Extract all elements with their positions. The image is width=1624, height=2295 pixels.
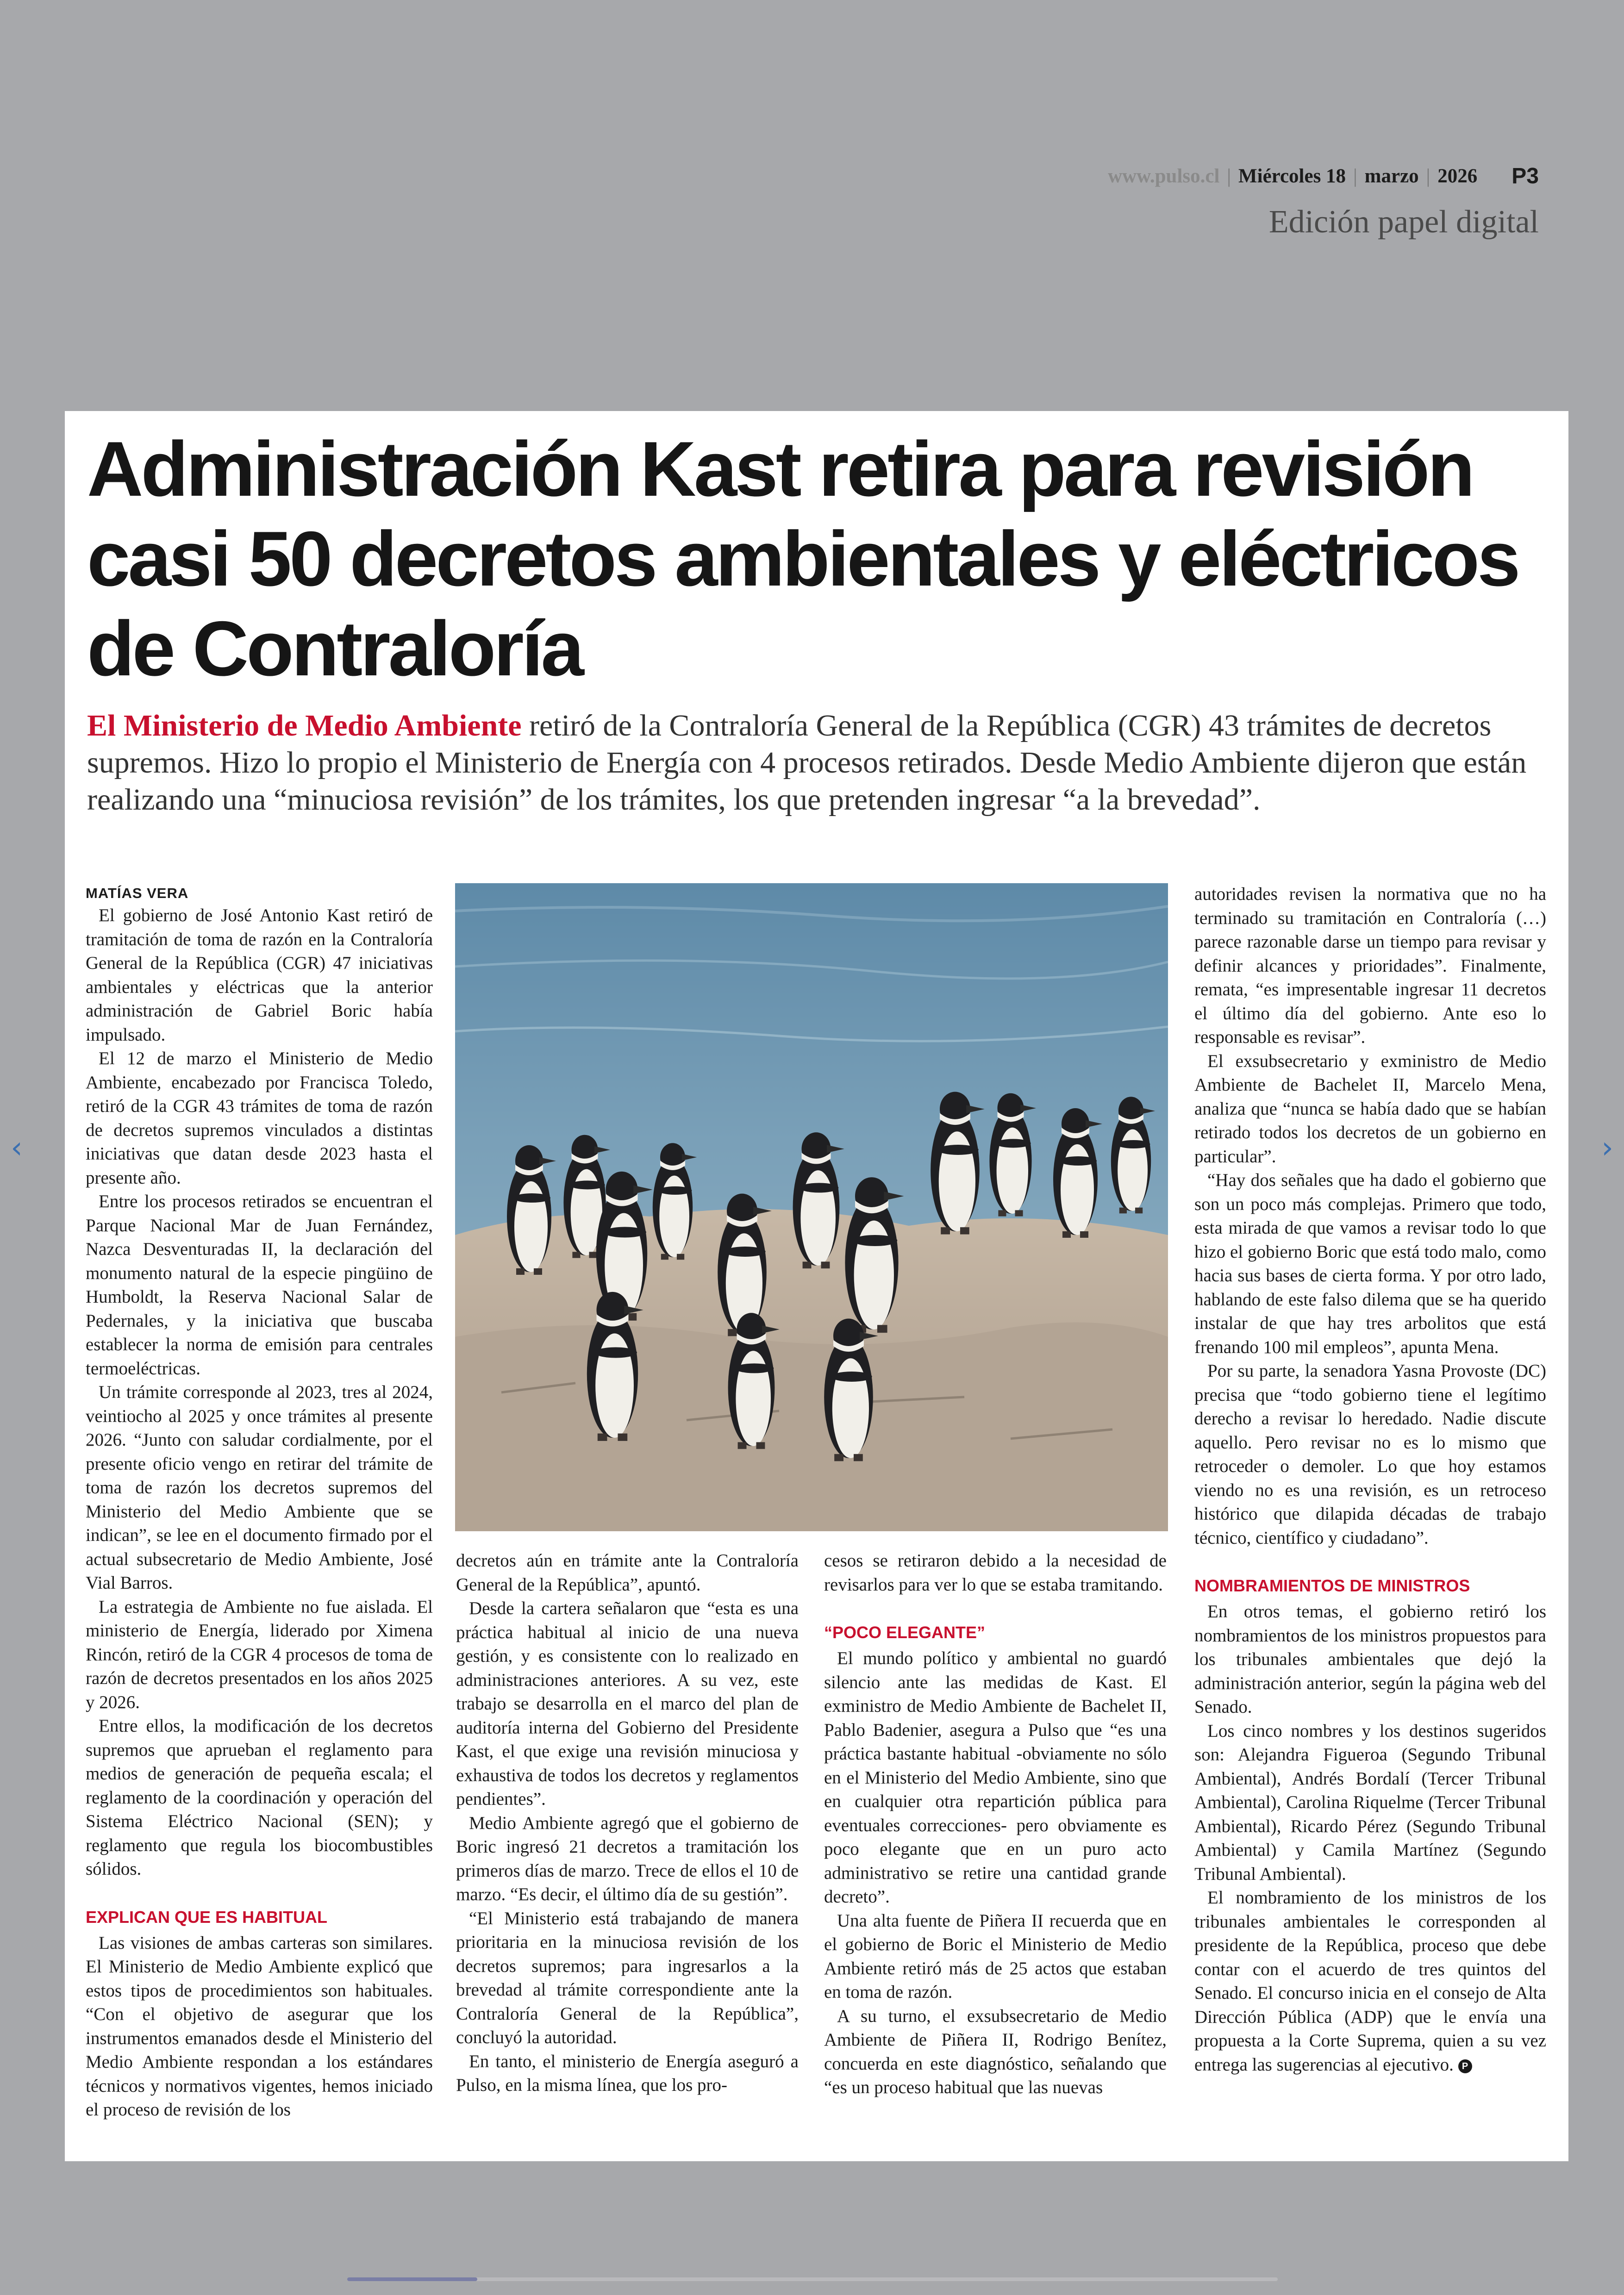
article-page — [65, 411, 1568, 2161]
paragraph: Medio Ambiente agregó que el gobierno de Boric ingresó 21 decretos a tramitación los primeros días de marzo. Trece de ellos el 10 de marzo. “Es decir, el último día de su gestión”. — [456, 1813, 799, 1904]
paragraph: El gobierno de José Antonio Kast retiró de tramitación de toma de razón en la Contraloría General de la República (CGR) 47 iniciativas ambientales y eléctricas que la anterior administración de Gabriel Boric había impulsado. — [86, 905, 433, 1045]
paragraph: A su turno, el exsubsecretario de Medio Ambiente de Piñera II, Rodrigo Benítez, concuerda en este diagnóstico, señalando que “es un proceso habitual que las nuevas — [824, 2006, 1167, 2097]
masthead-info — [1108, 157, 1539, 194]
paragraph: Un trámite corresponde al 2023, tres al 2024, veintiocho al 2025 y once trámites al presente 2026. “Junto con saludar cordialmente, por el presente oficio vengo en retirar del trámite de toma de razón los decretos supremos del Ministerio del Medio Ambiente que se indican”, se lee en el documento firmado por el actual subsecretario de Medio Ambiente, José Vial Barros. — [86, 1382, 433, 1593]
end-mark-icon: P — [1458, 2059, 1472, 2073]
page-progress-bar[interactable] — [347, 2277, 1278, 2281]
site-url[interactable]: www.pulso.cl — [1108, 165, 1220, 187]
paragraph: Entre ellos, la modificación de los decretos supremos que aprueban el reglamento para medios de generación de pequeña escala; el reglamento de la coordinación y operación del Sistema Eléctrico Nacional (SEN); y reglamento que regula los biocombustibles sólidos. — [86, 1716, 433, 1879]
paragraph: Desde la cartera señalaron que “esta es una práctica habitual al inicio de una nueva gestión, y es consistente con lo realizado en administraciones anteriores. A su vez, este trabajo se desarrolla en el marco del plan de auditoría interna del Gobierno del Presidente Kast, el que exige una revisión minuciosa y exhaustiva de todos los decretos y reglamentos pendientes”. — [456, 1598, 799, 1809]
article-headline: Administración Kast retira para revisión casi 50 decretos ambientales y eléctricos de Contraloría — [87, 425, 1518, 692]
article-standfirst — [87, 707, 1545, 818]
byline: MATÍAS VERA — [86, 885, 189, 901]
paragraph-text: El nombramiento de los ministros de los tribunales ambientales le corresponden al presidente de la República, proceso que debe contar con el acuerdo de tres quintos del Senado. El concurso inicia en el consejo de Alta Dirección Pública (ADP) que le envía una propuesta a la Corte Suprema, quien a su vez entrega las sugerencias al ejecutivo. — [1194, 1888, 1546, 2075]
paragraph: “El Ministerio está trabajando de manera prioritaria en la minuciosa revisión de los decretos supremos; para ingresarlos a la brevedad al trámite correspondiente ante la Contraloría General de la República”, concluyó la autoridad. — [456, 1908, 799, 2047]
paragraph — [1194, 1886, 1546, 2077]
penguins-illustration — [455, 883, 1168, 1531]
separator: | — [1353, 165, 1357, 187]
paragraph: Por su parte, la senadora Yasna Provoste (DC) precisa que “todo gobierno tiene el legítimo derecho a revisar lo heredado. Nadie discute aquello. Pero revisar no es lo mismo que retroceder o demoler. Lo que hoy estamos viendo no es una revisión, es un retroceso histórico que dilapida décadas de trabajo técnico, científico y ciudadano”. — [1194, 1361, 1546, 1548]
subhead-poco-elegante: “POCO ELEGANTE” — [824, 1623, 986, 1642]
paragraph: El 12 de marzo el Ministerio de Medio Ambiente, encabezado por Francisca Toledo, retiró de la CGR 43 trámites de toma de razón de decretos supremos vinculados a distintas iniciativas que datan desde 2023 hasta el presente año. — [86, 1048, 433, 1188]
standfirst-lead: El Ministerio de Medio Ambiente — [87, 709, 522, 742]
paragraph: “Hay dos señales que ha dado el gobierno que son un poco más complejas. Primero que todo, esta mirada de que vamos a revisar todo lo que hizo el gobierno Boric que está todo malo, como hacia sus bases de cierta forma. Y por otro lado, hablando de este falso dilema que se ha querido instalar de que hay tres arbolitos que está frenando 100 mil empleos”, apunta Mena. — [1194, 1170, 1546, 1357]
paragraph: Entre los procesos retirados se encuentran el Parque Nacional Mar de Juan Fernández, Nazca Desventuradas II, la declaración del monumento natural de la especie pingüino de Humboldt, la Reserva Nacional Salar de Pedernales, y la iniciativa que buscaba establecer la norma de emisión para centrales termoeléctricas. — [86, 1191, 433, 1378]
issue-day: Miércoles 18 — [1238, 165, 1346, 187]
paragraph: Las visiones de ambas carteras son similares. El Ministerio de Medio Ambiente explicó que estos tipos de procedimientos son habituales. “Con el objetivo de asegurar que los instrumentos emanados desde el Ministerio del Medio Ambiente respondan a los estándares técnicos y normativos vigentes, hemos iniciado el proceso de revisión de los — [86, 1933, 433, 2120]
standfirst-text: retiró de la Contraloría General de la República (CGR) 43 trámites de decretos supremos. Hizo lo propio el Ministerio de Energía con 4 procesos retirados. Desde Medio Ambiente dijeron que están realizando una “minuciosa revisión” de los trámites, los que pretenden ingresar “a la brevedad”. — [87, 709, 1527, 817]
chevron-left-icon[interactable]: ‹ — [11, 1131, 23, 1165]
paragraph: cesos se retiraron debido a la necesidad de revisarlos para ver lo que se estaba tramitando. — [824, 1551, 1167, 1595]
paragraph: En tanto, el ministerio de Energía aseguró a Pulso, en la misma línea, que los pro- — [456, 2051, 799, 2095]
column-4 — [1194, 882, 1546, 2077]
paragraph: El exsubsecretario y exministro de Medio Ambiente de Bachelet II, Marcelo Mena, analiza que “nunca se había dado que se habían retirado todos los decretos de un gobierno en particular”. — [1194, 1051, 1546, 1166]
edition-label: Edición papel digital — [1268, 204, 1539, 240]
paragraph: En otros temas, el gobierno retiró los nombramientos de los ministros propuestos para los tribunales ambientales que dejó la administración anterior, según la página web del Senado. — [1194, 1602, 1546, 1717]
penguins-photo — [455, 883, 1168, 1531]
paragraph: autoridades revisen la normativa que no ha terminado su tramitación en Contraloría (…) parece razonable darse un tiempo para revisar y definir alcances y prioridades”. Finalmente, remata, “es impresentable ingresar 11 decretos el último día del gobierno. Ante eso lo responsable es revisar”. — [1194, 884, 1546, 1047]
separator: | — [1426, 165, 1430, 187]
paragraph: El mundo político y ambiental no guardó silencio ante las medidas de Kast. El exministro de Medio Ambiente de Bachelet II, Pablo Badenier, asegura a Pulso que “es una práctica bastante habitual -obviamente no sólo en el Ministerio del Medio Ambiente, sino que en cualquier otra repartición pública para eventuales correcciones- pero obviamente es poco elegante que en un puro acto administrativo se retire una cantidad grande decreto”. — [824, 1648, 1167, 1907]
issue-month: marzo — [1364, 165, 1419, 187]
chevron-right-icon[interactable]: › — [1601, 1131, 1613, 1165]
issue-year: 2026 — [1437, 165, 1478, 187]
column-3 — [824, 1549, 1167, 2100]
page-number: P3 — [1512, 163, 1539, 188]
column-2 — [456, 1549, 799, 2097]
paragraph: Los cinco nombres y los destinos sugeridos son: Alejandra Figueroa (Segundo Tribunal Ambiental), Andrés Bordalí (Tercer Tribunal Ambiental), Carolina Riquelme (Tercer Tribunal Ambiental), Ricardo Pérez (Segundo Tribunal Ambiental) y Camila Martínez (Segundo Tribunal Ambiental). — [1194, 1721, 1546, 1884]
subhead-habitual: EXPLICAN QUE ES HABITUAL — [86, 1907, 328, 1927]
separator: | — [1227, 165, 1231, 187]
column-1 — [86, 883, 433, 2122]
subhead-nombramientos: NOMBRAMIENTOS DE MINISTROS — [1194, 1576, 1470, 1595]
page-progress-fill — [347, 2277, 477, 2281]
paragraph: Una alta fuente de Piñera II recuerda que en el gobierno de Boric el Ministerio de Medio Ambiente retiró más de 25 actos que estaban en toma de razón. — [824, 1910, 1167, 2002]
paragraph: La estrategia de Ambiente no fue aislada. El ministerio de Energía, liderado por Ximena Rincón, retiró de la CGR 4 procesos de toma de razón de decretos presentados en los años 2025 y 2026. — [86, 1597, 433, 1712]
paragraph: decretos aún en trámite ante la Contraloría General de la República”, apuntó. — [456, 1551, 799, 1595]
